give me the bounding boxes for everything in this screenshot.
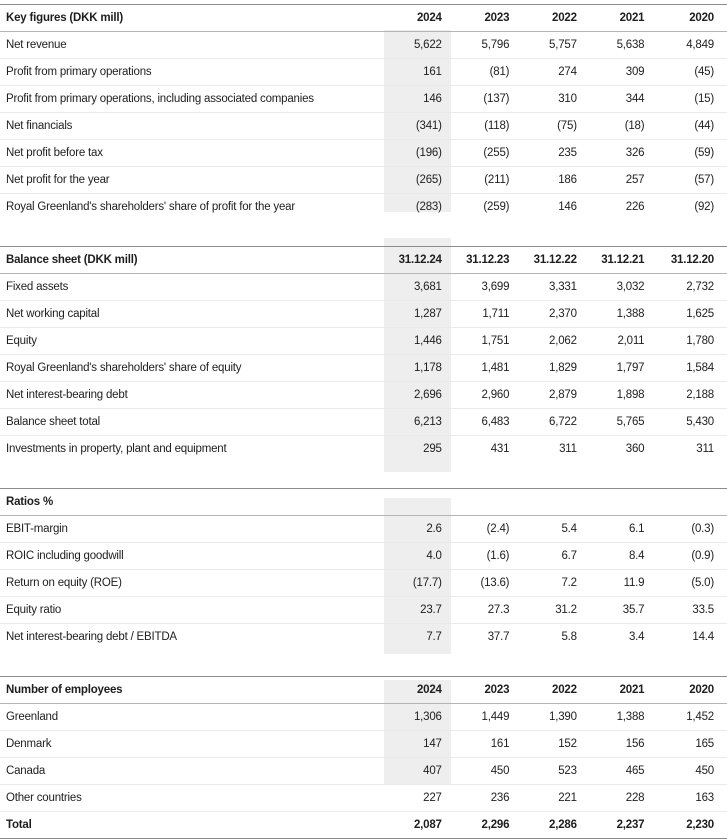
column-header: 2022 — [522, 5, 590, 32]
row-label: Fixed assets — [0, 274, 387, 301]
key-figures-table — [0, 4, 727, 839]
cell-value: 3,681 — [387, 274, 455, 301]
spacer-cell — [455, 650, 523, 677]
cell-value: 3.4 — [628, 631, 645, 643]
cell-value: 1,797 — [590, 355, 658, 382]
cell-value: 311 — [696, 443, 714, 455]
spacer-cell — [657, 650, 727, 677]
cell-value: 23.7 — [387, 597, 455, 624]
column-header: 2020 — [657, 677, 727, 704]
cell-value: 1,449 — [455, 704, 523, 731]
cell-value: 11.9 — [590, 570, 658, 597]
cell-value: (211) — [455, 167, 523, 194]
cell-value: 295 — [423, 443, 442, 455]
table-row — [0, 624, 727, 651]
column-header — [455, 489, 523, 516]
row-label: Net financials — [0, 113, 387, 140]
table-row — [0, 86, 727, 113]
total-value: 2,286 — [522, 812, 590, 839]
table-row — [0, 758, 727, 785]
cell-value: 2,011 — [590, 328, 658, 355]
cell-value: 156 — [590, 731, 658, 758]
section-spacer — [0, 462, 727, 489]
cell-value: 227 — [387, 785, 455, 812]
cell-value: 431 — [490, 443, 510, 455]
cell-value: 1,829 — [522, 355, 590, 382]
cell-value: (259) — [483, 201, 510, 213]
section-title: Key figures (DKK mill) — [0, 5, 387, 32]
cell-value: (196) — [387, 140, 455, 167]
cell-value: 274 — [522, 59, 590, 86]
section-header-row — [0, 677, 727, 704]
cell-value: (17.7) — [387, 570, 455, 597]
row-label: Denmark — [0, 731, 387, 758]
cell-value: 309 — [590, 59, 658, 86]
cell-value: 226 — [625, 201, 645, 213]
cell-value: 165 — [657, 731, 727, 758]
cell-value: 35.7 — [590, 597, 658, 624]
cell-value: 7.7 — [426, 631, 442, 643]
cell-value: 1,388 — [590, 704, 658, 731]
cell-value: 360 — [625, 443, 645, 455]
row-label: Royal Greenland's shareholders' share of equity — [0, 355, 387, 382]
cell-value: (5.0) — [657, 570, 727, 597]
table-row — [0, 382, 727, 409]
cell-value: (57) — [657, 167, 727, 194]
row-label: Net profit before tax — [0, 140, 387, 167]
cell-value: (265) — [387, 167, 455, 194]
spacer-cell — [522, 650, 590, 677]
cell-value: (59) — [657, 140, 727, 167]
cell-value: 3,331 — [522, 274, 590, 301]
cell-value: 1,178 — [387, 355, 455, 382]
table-row — [0, 436, 727, 463]
cell-value: 235 — [522, 140, 590, 167]
cell-value: 2.6 — [387, 516, 455, 543]
cell-value: 2,370 — [522, 301, 590, 328]
cell-value: 1,625 — [657, 301, 727, 328]
cell-value: 8.4 — [590, 543, 658, 570]
cell-value: 2,696 — [387, 382, 455, 409]
cell-value: 450 — [657, 758, 727, 785]
cell-value: (45) — [657, 59, 727, 86]
table-row — [0, 301, 727, 328]
cell-value: 1,584 — [657, 355, 727, 382]
cell-value: 1,751 — [455, 328, 523, 355]
column-header: 31.12.24 — [387, 247, 455, 274]
cell-value: 2,062 — [522, 328, 590, 355]
cell-value: 2,879 — [522, 382, 590, 409]
cell-value: 344 — [590, 86, 658, 113]
cell-value: 4.0 — [387, 543, 455, 570]
spacer-cell — [455, 462, 523, 489]
cell-value: 186 — [522, 167, 590, 194]
section-header-row — [0, 5, 727, 32]
section-title: Balance sheet (DKK mill) — [0, 247, 387, 274]
spacer-cell — [590, 220, 658, 247]
cell-value: 311 — [559, 443, 577, 455]
spacer-cell — [387, 650, 455, 677]
section-title: Ratios % — [0, 489, 387, 516]
cell-value: 33.5 — [657, 597, 727, 624]
cell-value: 152 — [522, 731, 590, 758]
cell-value: 147 — [387, 731, 455, 758]
row-label: EBIT-margin — [0, 516, 387, 543]
column-header: 31.12.22 — [522, 247, 590, 274]
cell-value: 5,796 — [455, 32, 523, 59]
cell-value: 161 — [455, 731, 523, 758]
cell-value: 2,188 — [657, 382, 727, 409]
row-label: Equity — [0, 328, 387, 355]
cell-value: (255) — [455, 140, 523, 167]
row-label: Return on equity (ROE) — [0, 570, 387, 597]
spacer-cell — [0, 462, 387, 489]
table-row — [0, 409, 727, 436]
spacer-cell — [657, 220, 727, 247]
cell-value: 465 — [590, 758, 658, 785]
spacer-cell — [0, 220, 387, 247]
cell-value: (341) — [387, 113, 455, 140]
cell-value: 257 — [590, 167, 658, 194]
total-value: 2,087 — [387, 812, 455, 839]
column-header — [590, 489, 658, 516]
cell-value: 4,849 — [657, 32, 727, 59]
cell-value: 1,388 — [590, 301, 658, 328]
table-row — [0, 704, 727, 731]
cell-value: 5,765 — [590, 409, 658, 436]
spacer-cell — [590, 462, 658, 489]
section-spacer — [0, 220, 727, 247]
row-label: Net interest-bearing debt / EBITDA — [6, 631, 177, 643]
cell-value: 27.3 — [455, 597, 523, 624]
row-label: Net interest-bearing debt — [0, 382, 387, 409]
column-header: 2024 — [387, 677, 455, 704]
row-label: Canada — [0, 758, 387, 785]
column-header — [657, 489, 727, 516]
column-header: 2023 — [455, 5, 523, 32]
column-header: 2021 — [590, 677, 658, 704]
cell-value: 1,306 — [387, 704, 455, 731]
cell-value: (92) — [694, 201, 714, 213]
cell-value: 3,032 — [590, 274, 658, 301]
column-header: 31.12.23 — [455, 247, 523, 274]
spacer-cell — [657, 462, 727, 489]
cell-value: 5,622 — [387, 32, 455, 59]
table-row — [0, 597, 727, 624]
column-header — [522, 489, 590, 516]
cell-value: 1,780 — [657, 328, 727, 355]
cell-value: (283) — [415, 201, 442, 213]
cell-value: (137) — [455, 86, 523, 113]
row-label: Profit from primary operations — [0, 59, 387, 86]
cell-value: 5,430 — [657, 409, 727, 436]
cell-value: 163 — [657, 785, 727, 812]
total-value: 2,230 — [657, 812, 727, 839]
table-row — [0, 113, 727, 140]
cell-value: 1,446 — [387, 328, 455, 355]
section-title: Number of employees — [0, 677, 387, 704]
cell-value: 310 — [522, 86, 590, 113]
cell-value: (15) — [657, 86, 727, 113]
cell-value: 31.2 — [522, 597, 590, 624]
cell-value: 221 — [522, 785, 590, 812]
cell-value: 523 — [522, 758, 590, 785]
table-row — [0, 516, 727, 543]
row-label: Investments in property, plant and equipment — [6, 443, 227, 455]
table-row — [0, 140, 727, 167]
row-label: Net working capital — [0, 301, 387, 328]
cell-value: 6,213 — [387, 409, 455, 436]
cell-value: 5.8 — [561, 631, 577, 643]
table-row — [0, 355, 727, 382]
table-row — [0, 328, 727, 355]
cell-value: 1,898 — [590, 382, 658, 409]
column-header: 31.12.21 — [590, 247, 658, 274]
table-row — [0, 570, 727, 597]
cell-value: 2,732 — [657, 274, 727, 301]
row-label: Net profit for the year — [0, 167, 387, 194]
cell-value: 3,699 — [455, 274, 523, 301]
spacer-cell — [387, 462, 455, 489]
cell-value: 236 — [455, 785, 523, 812]
table-row — [0, 543, 727, 570]
total-row — [0, 812, 727, 839]
cell-value: 450 — [455, 758, 523, 785]
cell-value: 6.1 — [590, 516, 658, 543]
section-header-row — [0, 247, 727, 274]
cell-value: 407 — [387, 758, 455, 785]
row-label: Net revenue — [0, 32, 387, 59]
table-row — [0, 194, 727, 221]
row-label: Equity ratio — [0, 597, 387, 624]
column-header: 31.12.20 — [657, 247, 727, 274]
key-figures-table-body — [0, 5, 727, 839]
cell-value: 161 — [387, 59, 455, 86]
cell-value: 1,481 — [455, 355, 523, 382]
spacer-cell — [590, 650, 658, 677]
spacer-cell — [455, 220, 523, 247]
spacer-cell — [387, 220, 455, 247]
cell-value: 2,960 — [455, 382, 523, 409]
cell-value: (13.6) — [455, 570, 523, 597]
table-row — [0, 274, 727, 301]
section-spacer — [0, 650, 727, 677]
cell-value: 6.7 — [522, 543, 590, 570]
cell-value: (1.6) — [455, 543, 523, 570]
cell-value: (44) — [657, 113, 727, 140]
cell-value: 6,483 — [455, 409, 523, 436]
column-header: 2020 — [657, 5, 727, 32]
cell-value: 5.4 — [522, 516, 590, 543]
cell-value: 5,757 — [522, 32, 590, 59]
total-value: 2,237 — [590, 812, 658, 839]
cell-value: 146 — [387, 86, 455, 113]
column-header — [387, 489, 455, 516]
cell-value: 228 — [590, 785, 658, 812]
cell-value: 1,452 — [657, 704, 727, 731]
cell-value: (2.4) — [455, 516, 523, 543]
cell-value: 1,711 — [455, 301, 523, 328]
row-label: Profit from primary operations, including associated companies — [0, 86, 387, 113]
row-label: ROIC including goodwill — [0, 543, 387, 570]
table-row — [0, 785, 727, 812]
cell-value: 1,287 — [387, 301, 455, 328]
column-header: 2024 — [387, 5, 455, 32]
cell-value: (75) — [522, 113, 590, 140]
total-value: 2,296 — [455, 812, 523, 839]
spacer-cell — [522, 462, 590, 489]
row-label: Royal Greenland's shareholders' share of profit for the year — [6, 201, 295, 213]
spacer-cell — [0, 650, 387, 677]
table-row — [0, 167, 727, 194]
column-header: 2022 — [522, 677, 590, 704]
spacer-cell — [522, 220, 590, 247]
table-row — [0, 731, 727, 758]
cell-value: 1,390 — [522, 704, 590, 731]
row-label: Greenland — [0, 704, 387, 731]
cell-value: (18) — [590, 113, 658, 140]
cell-value: (0.3) — [657, 516, 727, 543]
cell-value: 6,722 — [522, 409, 590, 436]
cell-value: (118) — [455, 113, 523, 140]
cell-value: 146 — [558, 201, 577, 213]
total-label: Total — [0, 812, 387, 839]
column-header: 2023 — [455, 677, 523, 704]
cell-value: 37.7 — [487, 631, 510, 643]
cell-value: 326 — [590, 140, 658, 167]
cell-value: 5,638 — [590, 32, 658, 59]
cell-value: 7.2 — [522, 570, 590, 597]
row-label: Balance sheet total — [0, 409, 387, 436]
row-label: Other countries — [0, 785, 387, 812]
table-row — [0, 59, 727, 86]
section-header-row — [0, 489, 727, 516]
cell-value: 14.4 — [692, 631, 714, 643]
cell-value: (0.9) — [657, 543, 727, 570]
column-header: 2021 — [590, 5, 658, 32]
cell-value: (81) — [455, 59, 523, 86]
table-row — [0, 32, 727, 59]
